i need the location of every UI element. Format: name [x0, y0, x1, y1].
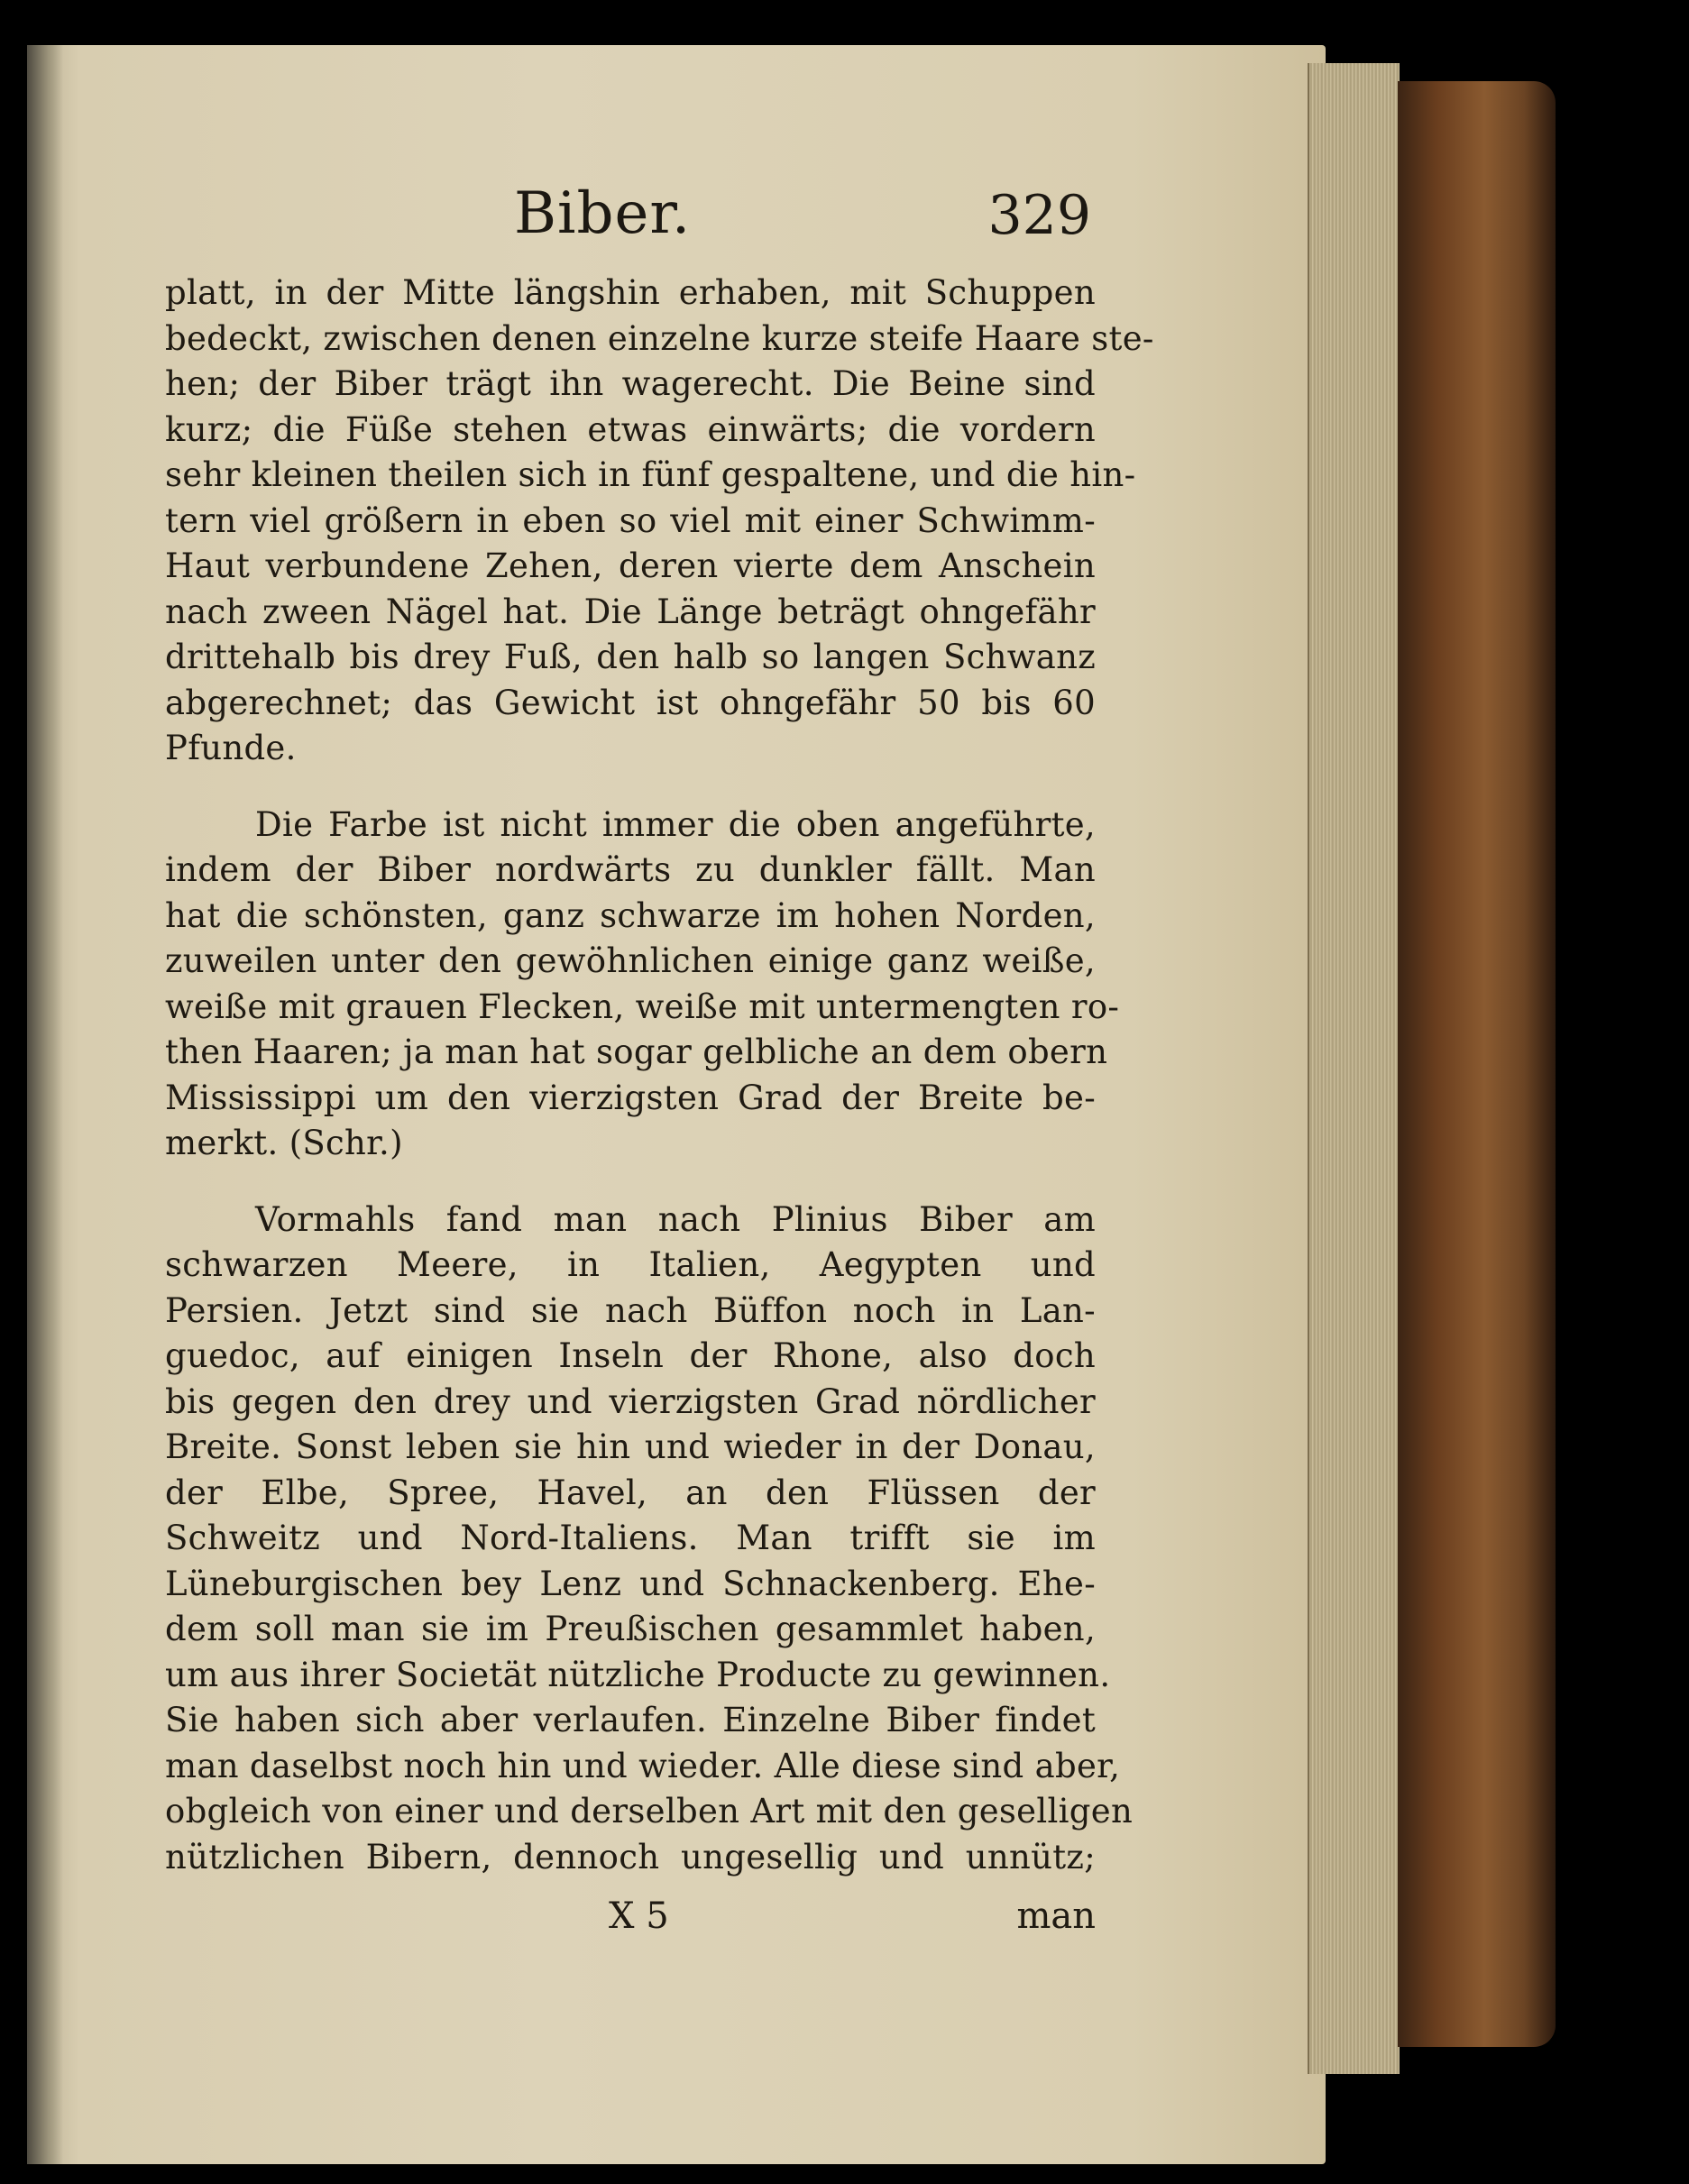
- text-line: platt, in der Mitte längshin erhaben, mit Schuppen: [165, 273, 1096, 312]
- text-line: Lüneburgischen bey Lenz und Schnackenberg. Ehe-: [165, 1564, 1096, 1603]
- page-footer: [609, 1895, 1096, 1946]
- text-line: der Elbe, Spree, Havel, an den Flüssen der: [165, 1473, 1096, 1512]
- text-line: dem soll man sie im Preußischen gesammlet haben,: [165, 1610, 1096, 1648]
- text-line: drittehalb bis drey Fuß, den halb so langen Schwanz: [165, 638, 1096, 676]
- text-line: Haut verbundene Zehen, deren vierte dem Anschein: [165, 546, 1096, 585]
- text-line: man daselbst noch hin und wieder. Alle diese sind aber,: [165, 1746, 1121, 1785]
- text-line: hen; der Biber trägt ihn wagerecht. Die Beine sind: [165, 364, 1096, 403]
- text-line: indem der Biber nordwärts zu dunkler fällt. Man: [165, 850, 1096, 889]
- text-line: guedoc, auf einigen Inseln der Rhone, also doch: [165, 1336, 1096, 1375]
- catchword: man: [1016, 1895, 1096, 1937]
- text-line: obgleich von einer und derselben Art mit den geselligen: [165, 1792, 1134, 1831]
- paragraph-gap: [165, 1167, 1096, 1198]
- paragraph-gap: [165, 772, 1096, 803]
- page-edges: [1308, 63, 1400, 2074]
- text-line: Die Farbe ist nicht immer die oben angeführte,: [255, 804, 1096, 844]
- text-line: then Haaren; ja man hat sogar gelbliche an dem obern: [165, 1032, 1108, 1071]
- running-title: Biber.: [514, 180, 692, 247]
- text-line: bis gegen den drey und vierzigsten Grad nördlicher: [165, 1381, 1096, 1421]
- text-line: Sie haben sich aber verlaufen. Einzelne Biber findet: [165, 1701, 1096, 1739]
- text-line: Mississippi um den vierzigsten Grad der Breite be-: [165, 1078, 1096, 1117]
- text-line: nach zween Nägel hat. Die Länge beträgt ohngefähr: [165, 592, 1096, 631]
- text-line: zuweilen unter den gewöhnlichen einige ganz weiße,: [165, 941, 1096, 980]
- text-line: Breite. Sonst leben sie hin und wieder in der Donau,: [165, 1427, 1096, 1466]
- text-line: tern viel größern in eben so viel mit einer Schwimm-: [165, 500, 1096, 540]
- text-line: schwarzen Meere, in Italien, Aegypten und: [165, 1245, 1096, 1284]
- text-line: abgerechnet; das Gewicht ist ohngefähr 50 bis 60: [165, 683, 1096, 722]
- signature-mark: X 5: [609, 1895, 669, 1937]
- text-line: um aus ihrer Societät nützliche Producte zu gewinnen.: [165, 1655, 1111, 1694]
- body-text: [165, 271, 1154, 1880]
- page-header: [514, 180, 1091, 262]
- page-number: 329: [987, 184, 1091, 247]
- text-line: hat die schönsten, ganz schwarze im hohen Norden,: [165, 895, 1096, 935]
- book-cover-edge: [1398, 81, 1556, 2047]
- text-line: Pfunde.: [165, 729, 297, 767]
- text-line: merkt. (Schr.): [165, 1124, 403, 1162]
- text-line: sehr kleinen theilen sich in fünf gespaltene, und die hin-: [165, 455, 1136, 494]
- text-line: Persien. Jetzt sind sie nach Büffon noch in Lan-: [165, 1290, 1096, 1330]
- text-line: nützlichen Bibern, dennoch ungesellig und unnütz;: [165, 1837, 1096, 1877]
- text-line: kurz; die Füße stehen etwas einwärts; die vordern: [165, 409, 1096, 449]
- gutter-shadow: [27, 45, 63, 2164]
- text-line: Schweitz und Nord-Italiens. Man trifft sie im: [165, 1519, 1096, 1557]
- text-line: weiße mit grauen Flecken, weiße mit untermengten ro-: [165, 986, 1120, 1026]
- text-line: bedeckt, zwischen denen einzelne kurze steife Haare ste-: [165, 318, 1154, 358]
- text-line: Vormahls fand man nach Plinius Biber am: [255, 1199, 1096, 1239]
